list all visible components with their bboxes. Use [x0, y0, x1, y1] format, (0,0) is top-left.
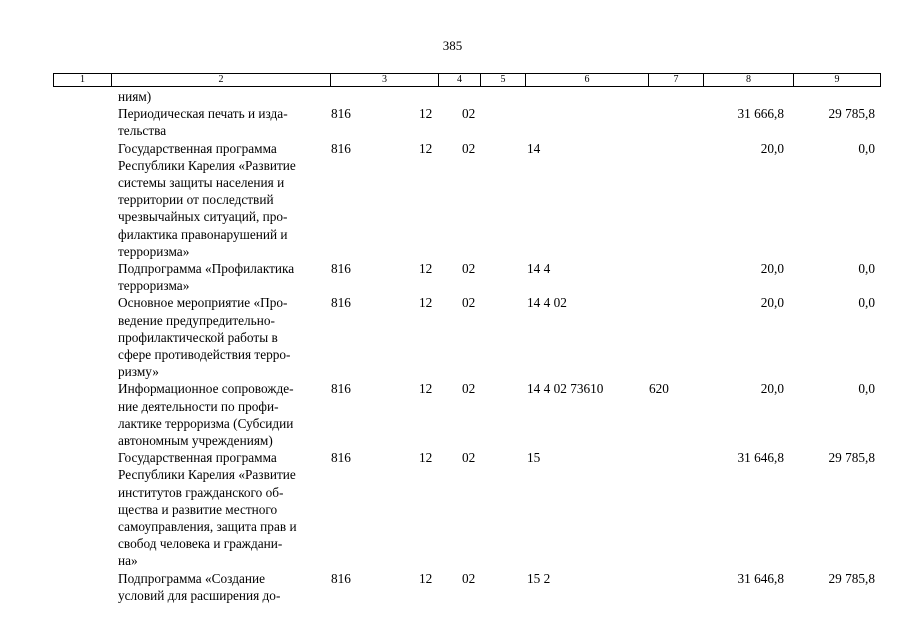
- subsection-cell: 02: [462, 381, 476, 397]
- amount-year1-cell: 31 646,8: [737, 570, 784, 586]
- code-cell: 816: [331, 140, 351, 156]
- subsection-cell: 02: [462, 106, 476, 122]
- column-number-header: [53, 73, 881, 87]
- item-name-line: Республики Карелия «Развитие: [118, 467, 296, 483]
- item-name-line: сфере противодействия терро-: [118, 347, 291, 363]
- item-name-line: Периодическая печать и изда-: [118, 106, 288, 122]
- amount-year2-cell: 0,0: [858, 261, 875, 277]
- item-name-cell: [118, 88, 324, 105]
- section-cell: 12: [419, 450, 433, 466]
- item-name-line: ведение предупредительно-: [118, 312, 275, 328]
- item-name-line: системы защиты населения и: [118, 175, 285, 191]
- amount-year1-cell: 20,0: [760, 140, 784, 156]
- table-row: [0, 570, 905, 604]
- item-name-line: Информационное сопровожде-: [118, 381, 294, 397]
- item-name-line: институтов гражданского об-: [118, 484, 284, 500]
- item-name-line: Государственная программа: [118, 140, 277, 156]
- code-cell: 816: [331, 295, 351, 311]
- page-number: 385: [442, 38, 463, 53]
- item-name-line: Государственная программа: [118, 450, 277, 466]
- amount-year2-cell: 0,0: [858, 295, 875, 311]
- amount-year2-cell: 0,0: [858, 381, 875, 397]
- column-number-4: 4: [439, 74, 481, 87]
- item-name-line: автономным учреждениям): [118, 433, 273, 449]
- column-number-8: 8: [704, 74, 794, 87]
- subsection-cell: 02: [462, 261, 476, 277]
- section-cell: 12: [419, 570, 433, 586]
- table-row: [0, 88, 905, 105]
- code-cell: 816: [331, 570, 351, 586]
- table-row: [0, 380, 905, 449]
- column-number-2: 2: [112, 74, 331, 87]
- target-article-cell: 15 2: [527, 570, 551, 586]
- amount-year1-cell: 31 646,8: [737, 450, 784, 466]
- item-name-line: терроризма»: [118, 243, 190, 259]
- item-name-line: Подпрограмма «Создание: [118, 570, 265, 586]
- item-name-cell: [118, 260, 324, 294]
- item-name-cell: [118, 570, 324, 604]
- section-cell: 12: [419, 381, 433, 397]
- item-name-line: самоуправления, защита прав и: [118, 519, 297, 535]
- target-article-cell: 14 4: [527, 261, 551, 277]
- column-number-6: 6: [526, 74, 649, 87]
- amount-year2-cell: 29 785,8: [828, 106, 875, 122]
- table-row: [0, 260, 905, 294]
- code-cell: 816: [331, 106, 351, 122]
- item-name-line: терроризма»: [118, 278, 190, 294]
- table-body: [0, 88, 905, 604]
- table-row: [0, 140, 905, 260]
- item-name-line: свобод человека и граждани-: [118, 536, 283, 552]
- item-name-cell: [118, 380, 324, 449]
- table-row: [0, 105, 905, 139]
- column-number-1: 1: [54, 74, 112, 87]
- subsection-cell: 02: [462, 140, 476, 156]
- amount-year2-cell: 0,0: [858, 140, 875, 156]
- subsection-cell: 02: [462, 295, 476, 311]
- item-name-cell: [118, 105, 324, 139]
- amount-year1-cell: 20,0: [760, 295, 784, 311]
- code-cell: 816: [331, 261, 351, 277]
- item-name-line: условий для расширения до-: [118, 587, 281, 603]
- amount-year2-cell: 29 785,8: [828, 450, 875, 466]
- item-name-line: Основное мероприятие «Про-: [118, 295, 288, 311]
- code-cell: 816: [331, 450, 351, 466]
- column-number-7: 7: [649, 74, 704, 87]
- item-name-line: ние деятельности по профи-: [118, 398, 279, 414]
- target-article-cell: 14: [527, 140, 541, 156]
- amount-year2-cell: 29 785,8: [828, 570, 875, 586]
- item-name-line: ниям): [118, 89, 152, 104]
- item-name-line: филактика правонарушений и: [118, 226, 288, 242]
- code-cell: 816: [331, 381, 351, 397]
- item-name-line: Подпрограмма «Профилактика: [118, 261, 295, 277]
- amount-year1-cell: 20,0: [760, 381, 784, 397]
- target-article-cell: 14 4 02 73610: [527, 381, 604, 397]
- section-cell: 12: [419, 295, 433, 311]
- item-name-line: Республики Карелия «Развитие: [118, 157, 296, 173]
- subsection-cell: 02: [462, 570, 476, 586]
- amount-year1-cell: 20,0: [760, 261, 784, 277]
- column-number-5: 5: [481, 74, 526, 87]
- item-name-cell: [118, 449, 324, 569]
- table-row: [0, 449, 905, 569]
- item-name-line: чрезвычайных ситуаций, про-: [118, 209, 288, 225]
- column-number-9: 9: [794, 74, 881, 87]
- subsection-cell: 02: [462, 450, 476, 466]
- target-article-cell: 14 4 02: [527, 295, 567, 311]
- expense-type-cell: 620: [649, 381, 669, 397]
- item-name-line: ризму»: [118, 364, 159, 380]
- amount-year1-cell: 31 666,8: [737, 106, 784, 122]
- item-name-cell: [118, 140, 324, 260]
- item-name-line: лактике терроризма (Субсидии: [118, 415, 294, 431]
- item-name-line: профилактической работы в: [118, 329, 278, 345]
- section-cell: 12: [419, 261, 433, 277]
- item-name-line: территории от последствий: [118, 192, 274, 208]
- item-name-cell: [118, 294, 324, 380]
- column-number-3: 3: [331, 74, 439, 87]
- item-name-line: на»: [118, 553, 138, 569]
- target-article-cell: 15: [527, 450, 541, 466]
- section-cell: 12: [419, 106, 433, 122]
- item-name-line: тельства: [118, 123, 167, 139]
- section-cell: 12: [419, 140, 433, 156]
- item-name-line: щества и развитие местного: [118, 501, 278, 517]
- table-row: [0, 294, 905, 380]
